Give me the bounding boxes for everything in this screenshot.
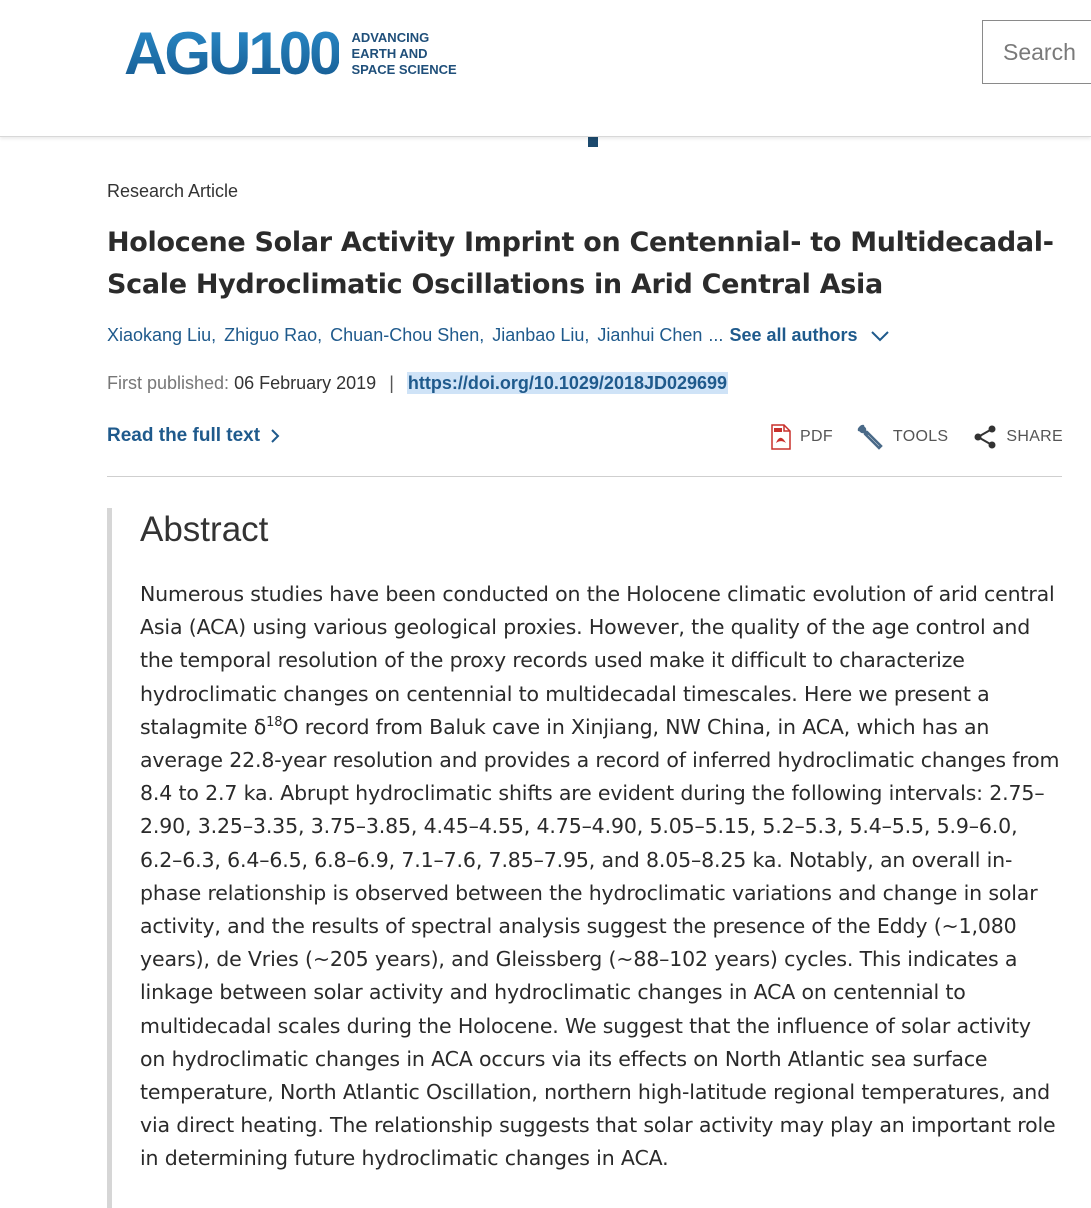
logo-tagline-line: SPACE SCIENCE (351, 62, 457, 77)
author-link[interactable]: Jianhui Chen (597, 325, 703, 345)
read-full-text-link[interactable] (107, 425, 280, 447)
separator: | (389, 373, 394, 393)
agu100-logo[interactable] (124, 22, 457, 86)
abstract-heading: Abstract (140, 510, 269, 549)
abstract-superscript: 18 (266, 714, 283, 730)
logo-wordmark: AGU100 (124, 20, 340, 87)
pdf-label: PDF (800, 428, 833, 445)
publication-info (107, 373, 728, 394)
logo-tagline (351, 30, 456, 78)
author-link[interactable]: Xiaokang Liu, (107, 325, 217, 345)
tools-button[interactable] (857, 424, 948, 450)
first-published-label: First published: (107, 373, 230, 393)
header-decoration (588, 137, 598, 147)
author-list (107, 325, 890, 346)
logo-tagline-line: ADVANCING (351, 30, 430, 45)
see-all-authors-button[interactable] (729, 325, 889, 346)
tools-label: TOOLS (892, 428, 949, 445)
doi-link[interactable]: https://doi.org/10.1029/2018JD029699 (407, 373, 728, 393)
first-published-date: 06 February 2019 (234, 373, 377, 393)
logo-tagline-line: EARTH AND (351, 46, 428, 61)
see-all-authors-label: See all authors (729, 325, 858, 345)
read-full-text-label: Read the full text (107, 425, 261, 446)
author-link[interactable]: Zhiguo Rao, (224, 325, 323, 345)
abstract-section (107, 508, 1062, 1208)
section-divider (107, 476, 1062, 477)
author-link[interactable]: Jianbao Liu, (492, 325, 590, 345)
chevron-down-icon (870, 330, 890, 342)
search-input[interactable] (983, 21, 1091, 83)
article-title: Holocene Solar Activity Imprint on Centennial- to Multidecadal-Scale Hydroclimatic Oscillations in Arid Central Asia (107, 227, 1054, 300)
authors-ellipsis: ... (708, 325, 724, 345)
article-tools (746, 424, 1063, 450)
share-icon (972, 424, 998, 450)
chevron-right-icon (270, 428, 280, 444)
pdf-icon (770, 424, 792, 450)
abstract-text-part: Numerous studies have been conducted on the Holocene climatic evolution of arid central Asia (ACA) using various geological proxies. However, the quality of the age control and the temporal resolution of the proxy records used make it difficult to characterize hydroclimatic changes on centennial to multidecadal timescales. Here we present a stalagmite δ (140, 582, 1055, 739)
wrench-icon (857, 424, 885, 450)
abstract-text (140, 578, 1062, 1176)
share-button[interactable] (972, 424, 1063, 450)
share-label: SHARE (1006, 428, 1063, 445)
pdf-button[interactable] (770, 424, 833, 450)
article-type: Research Article (107, 181, 239, 201)
author-link[interactable]: Chuan-Chou Shen, (330, 325, 485, 345)
abstract-text-part: O record from Baluk cave in Xinjiang, NW China, in ACA, which has an average 22.8-year resolution and provides a record of inferred hydroclimatic changes from 8.4 to 2.7 ka. Abrupt hydroclimatic shifts are evident during the following intervals: 2.75–2.90, 3.25–3.35, 3.75–3.85, 4.45–4.55, 4.75–4.90, 5.05–5.15, 5.2–5.3, 5.4–5.5, 5.9–6.0, 6.2–6.3, 6.4–6.5, 6.8–6.9, 7.1–7.6, 7.85–7.95, and 8.05–8.25 ka. Notably, an overall in-phase relationship is observed between the hydroclimatic variations and change in solar activity, and the results of spectral analysis suggest the presence of the Eddy (~1,080 years), de Vries (~205 years), and Gleissberg (~88–102 years) cycles. This indicates a linkage between solar activity and hydroclimatic changes in ACA on centennial to multidecadal scales during the Holocene. We suggest that the influence of solar activity on hydroclimatic changes in ACA occurs via its effects on North Atlantic sea surface temperature, North Atlantic Oscillation, northern high-latitude regional temperatures, and via direct heating. The relationship suggests that solar activity may play an important role in determining future hydroclimatic changes in ACA. (140, 714, 1060, 1171)
site-header (0, 0, 1091, 137)
search-box[interactable] (982, 20, 1091, 84)
